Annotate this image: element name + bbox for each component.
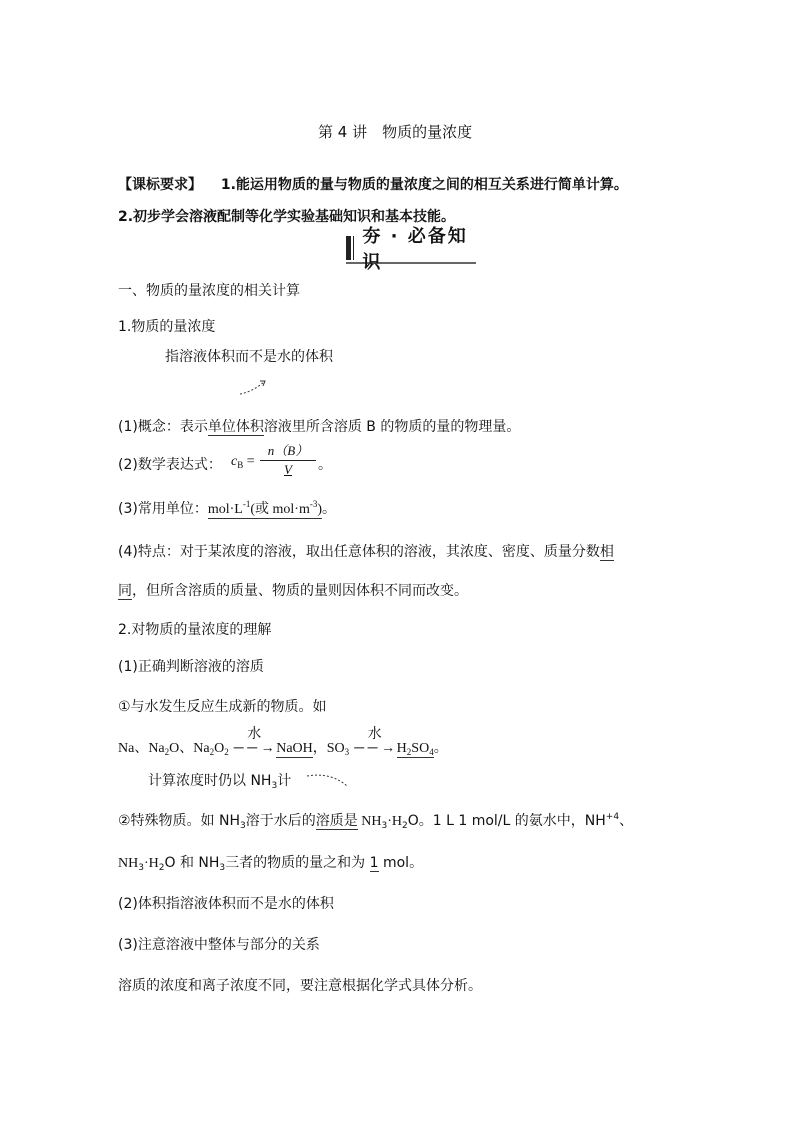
formula-c-letter: c <box>231 454 238 469</box>
formula-denominator: V <box>284 462 292 477</box>
section-banner <box>346 226 476 273</box>
eq-sub-3: 2 <box>224 747 229 757</box>
feature-underlined-1: 相 <box>599 544 614 560</box>
c2-d: ·H <box>387 814 402 829</box>
c2-l2-d: 三者的物质的量之和为 <box>225 855 370 871</box>
eq-sub-5: 2 <box>406 747 412 757</box>
feature-underlined-2: 同 <box>118 583 132 599</box>
feature-line-1 <box>118 541 614 561</box>
eq-o2: O <box>214 741 225 756</box>
banner-text: 夯 · 必备知识 <box>362 226 468 273</box>
subheading-2: 2.对物质的量浓度的理解 <box>118 622 272 638</box>
eq-sub-6: 4 <box>429 747 434 757</box>
formula-fraction <box>260 440 316 478</box>
c2-underlined: 溶质是 <box>315 813 358 829</box>
banner-bar-icon <box>346 236 351 260</box>
eq-o: O、Na <box>169 741 210 756</box>
annotation-note-nh3 <box>148 770 291 790</box>
concept-prefix: (1)概念：表示 <box>118 419 208 435</box>
units-close: ) <box>317 502 323 517</box>
eq-so4: SO <box>411 741 430 756</box>
feature-text-2: ，但所含溶质的质量、物质的量则因体积不同而改变。 <box>132 583 468 599</box>
c2-l2-underlined: 1 <box>369 855 379 871</box>
units-paragraph <box>118 498 336 519</box>
point-1: (1)正确判断溶液的溶质 <box>118 659 264 675</box>
note-nh3-end: 计 <box>277 773 292 789</box>
c2-a-sub: 3 <box>240 821 246 831</box>
c2-d-sub: 2 <box>402 821 408 831</box>
formula-equals: = <box>246 454 255 469</box>
eq-naoh: NaOH <box>276 741 313 756</box>
point-3: (3)注意溶液中整体与部分的关系 <box>118 937 320 953</box>
eq-end: 。 <box>433 741 448 756</box>
eq-sub-1: 2 <box>164 747 170 757</box>
concept-underlined: 单位体积 <box>207 419 264 435</box>
formula-label: (2)数学表达式： <box>118 457 222 473</box>
annotation-note-volume: 指溶液体积而不是水的体积 <box>165 349 333 365</box>
c2-b: 溶于水后的 <box>245 813 316 829</box>
eq-sub-2: 2 <box>209 747 215 757</box>
banner-bar-thin-icon <box>353 236 355 260</box>
concept-paragraph <box>118 416 520 436</box>
c2-l2-a-sub: 3 <box>138 863 144 873</box>
c2-l2-c-sub: 3 <box>219 863 226 873</box>
c2-f: 、 <box>619 813 634 829</box>
formula-c-sub: B <box>237 460 244 470</box>
eq-h: H <box>396 741 407 756</box>
units-exp-2: -3 <box>309 499 318 509</box>
reaction-equation <box>118 727 448 758</box>
reaction-arrow-2: 水 ─ ─ → <box>353 741 397 757</box>
note-nh3-sub: 3 <box>271 781 278 791</box>
c2-l2-b-sub: 2 <box>158 863 165 873</box>
units-period: 。 <box>322 501 337 517</box>
case-2-line-1 <box>118 810 633 830</box>
case-1: ①与水发生反应生成新的物质。如 <box>118 699 327 715</box>
page-title: 第 4 讲 物质的量浓度 <box>318 123 473 141</box>
formula-numerator: n（B） <box>267 443 309 458</box>
c2-l2-a: NH <box>118 856 139 871</box>
annotation-curve-icon <box>305 770 351 792</box>
feature-line-2 <box>118 580 468 600</box>
requirements-text-1: 1.能运用物质的量与物质的量浓度之间的相互关系进行简单计算。 <box>220 177 628 193</box>
eq-na: Na、Na <box>118 741 165 756</box>
eq-sub-4: 3 <box>344 747 350 757</box>
subheading-1: 1.物质的量浓度 <box>118 319 216 335</box>
c2-c-sub: 3 <box>381 821 388 831</box>
reaction-arrow-1: 水 ─ ─ → <box>232 741 276 757</box>
formula-end: 。 <box>318 457 332 473</box>
c2-l2-b: ·H <box>143 856 159 871</box>
units-mol-m: (或 mol·m <box>250 502 310 517</box>
eq-so3: ，SO <box>312 741 345 756</box>
note-nh3-text: 计算浓度时仍以 NH <box>148 773 272 789</box>
requirements-line-2: 2.初步学会溶液配制等化学实验基础知识和基本技能。 <box>118 209 456 225</box>
concept-suffix: 溶液里所含溶质 B 的物质的量的物理量。 <box>263 419 521 435</box>
units-prefix: (3)常用单位： <box>118 501 208 517</box>
arrow-label-2: 水 <box>367 727 382 742</box>
c2-c: NH <box>357 814 382 829</box>
requirements-bracket: 【课标要求】 <box>118 177 202 193</box>
fraction-bar <box>260 460 316 461</box>
c2-a: ②特殊物质。如 NH <box>118 813 241 829</box>
requirements-line-1 <box>118 174 628 194</box>
c2-l2-end: 。 <box>409 855 424 871</box>
c2-e: O。1 L 1 mol/L 的氨水中，NH <box>407 813 606 829</box>
section-heading-1: 一、物质的量浓度的相关计算 <box>118 283 300 299</box>
point-2: (2)体积指溶液体积而不是水的体积 <box>118 896 334 912</box>
case-2-line-2 <box>118 852 423 872</box>
annotation-arrow-icon <box>236 376 272 398</box>
closing-paragraph: 溶质的浓度和离子浓度不同，要注意根据化学式具体分析。 <box>118 978 482 994</box>
c2-l2-e: mol <box>378 855 410 871</box>
arrow-label-1: 水 <box>247 727 262 742</box>
feature-text-1: (4)特点：对于某浓度的溶液，取出任意体积的溶液，其浓度、密度、质量分数 <box>118 544 600 560</box>
c2-l2-c: O 和 NH <box>164 855 220 871</box>
formula-c <box>231 454 255 470</box>
c2-e-sup: +4 <box>605 812 620 822</box>
units-mol-l: mol·L <box>207 502 243 517</box>
units-exp-1: -1 <box>242 499 251 509</box>
